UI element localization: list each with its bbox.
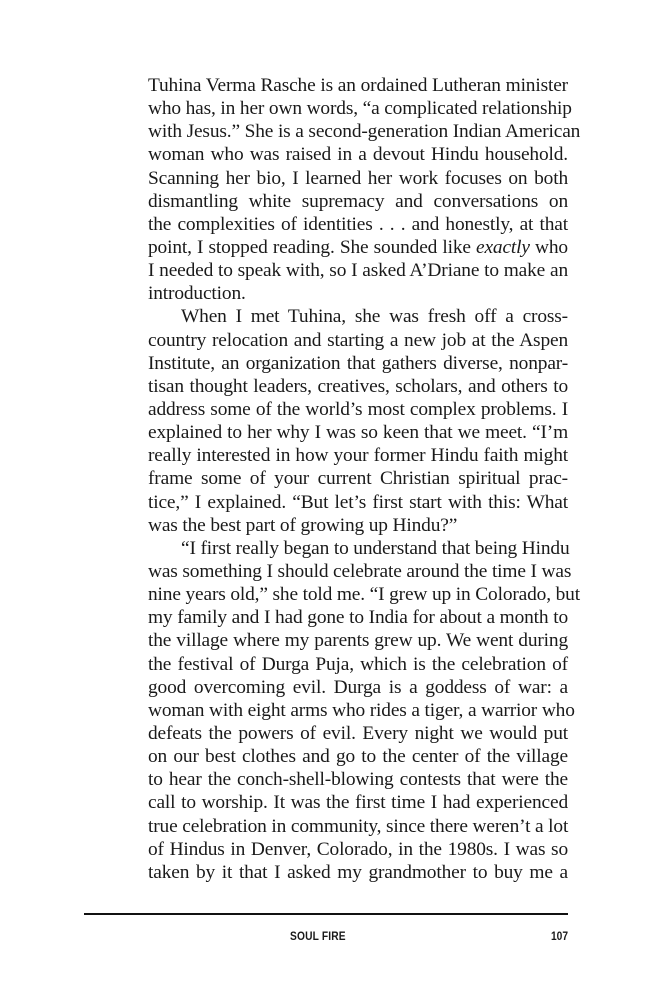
text-line: tisan thought leaders, creatives, scholars, and others to [148, 375, 568, 397]
text-line: taken by it that I asked my grandmother to buy me a [148, 861, 568, 883]
text-line: “I first really began to understand that being Hindu [181, 537, 570, 559]
text-line: was something I should celebrate around the time I was [148, 560, 572, 582]
text-segment: point, I stopped reading. She sounded like [148, 236, 477, 258]
text-line: the village where my parents grew up. We went during [148, 630, 568, 652]
text-line: really interested in how your former Hindu faith might [148, 445, 568, 467]
text-line: true celebration in community, since there weren’t a lot [148, 815, 569, 837]
text-line: with Jesus.” She is a second-generation Indian American [148, 121, 581, 143]
text-line: my family and I had gone to India for about a month to [148, 607, 568, 629]
page-body-text [148, 74, 581, 884]
text-line: Institute, an organization that gathers diverse, nonpar- [148, 352, 568, 374]
text-line: defeats the powers of evil. Every night we would put [148, 722, 568, 744]
text-line: tice,” I explained. “But let’s first start with this: What [148, 491, 568, 513]
text-line: I needed to speak with, so I asked A’Driane to make an [148, 260, 568, 282]
text-line: dismantling white supremacy and conversations on [148, 190, 568, 212]
text-line: good overcoming evil. Durga is a goddess of war: a [148, 676, 568, 698]
text-line [148, 236, 568, 259]
running-footer-title: SOUL FIRE [290, 929, 346, 943]
text-line: woman who was raised in a devout Hindu household. [148, 144, 568, 166]
page-number: 107 [550, 929, 568, 943]
text-line: Tuhina Verma Rasche is an ordained Lutheran minister [148, 75, 568, 96]
text-line: to hear the conch-shell-blowing contests that were the [148, 769, 568, 791]
text-line: on our best clothes and go to the center of the village [148, 746, 568, 768]
text-line: address some of the world’s most complex problems. I [148, 398, 568, 420]
text-line: When I met Tuhina, she was fresh off a cross- [181, 306, 568, 328]
footer-rule [84, 913, 568, 915]
text-line: call to worship. It was the first time I had experienced [148, 792, 568, 814]
text-line: the complexities of identities . . . and honestly, at that [148, 213, 568, 235]
text-line: explained to her why I was so keen that we meet. “I’m [148, 422, 568, 444]
text-line: who has, in her own words, “a complicated relationship [148, 98, 572, 120]
text-line: the festival of Durga Puja, which is the celebration of [148, 653, 568, 675]
text-line: country relocation and starting a new job at the Aspen [148, 329, 568, 351]
text-line: woman with eight arms who rides a tiger, a warrior who [148, 699, 575, 721]
text-line: nine years old,” she told me. “I grew up in Colorado, but [148, 584, 580, 606]
emphasis-text: exactly [476, 236, 530, 258]
text-line: frame some of your current Christian spiritual prac- [148, 468, 568, 490]
text-line: was the best part of growing up Hindu?” [148, 514, 458, 536]
text-line: Scanning her bio, I learned her work focuses on both [148, 167, 568, 189]
text-line: of Hindus in Denver, Colorado, in the 1980s. I was so [148, 838, 568, 860]
text-segment: who [529, 236, 568, 258]
text-line: introduction. [148, 283, 246, 305]
